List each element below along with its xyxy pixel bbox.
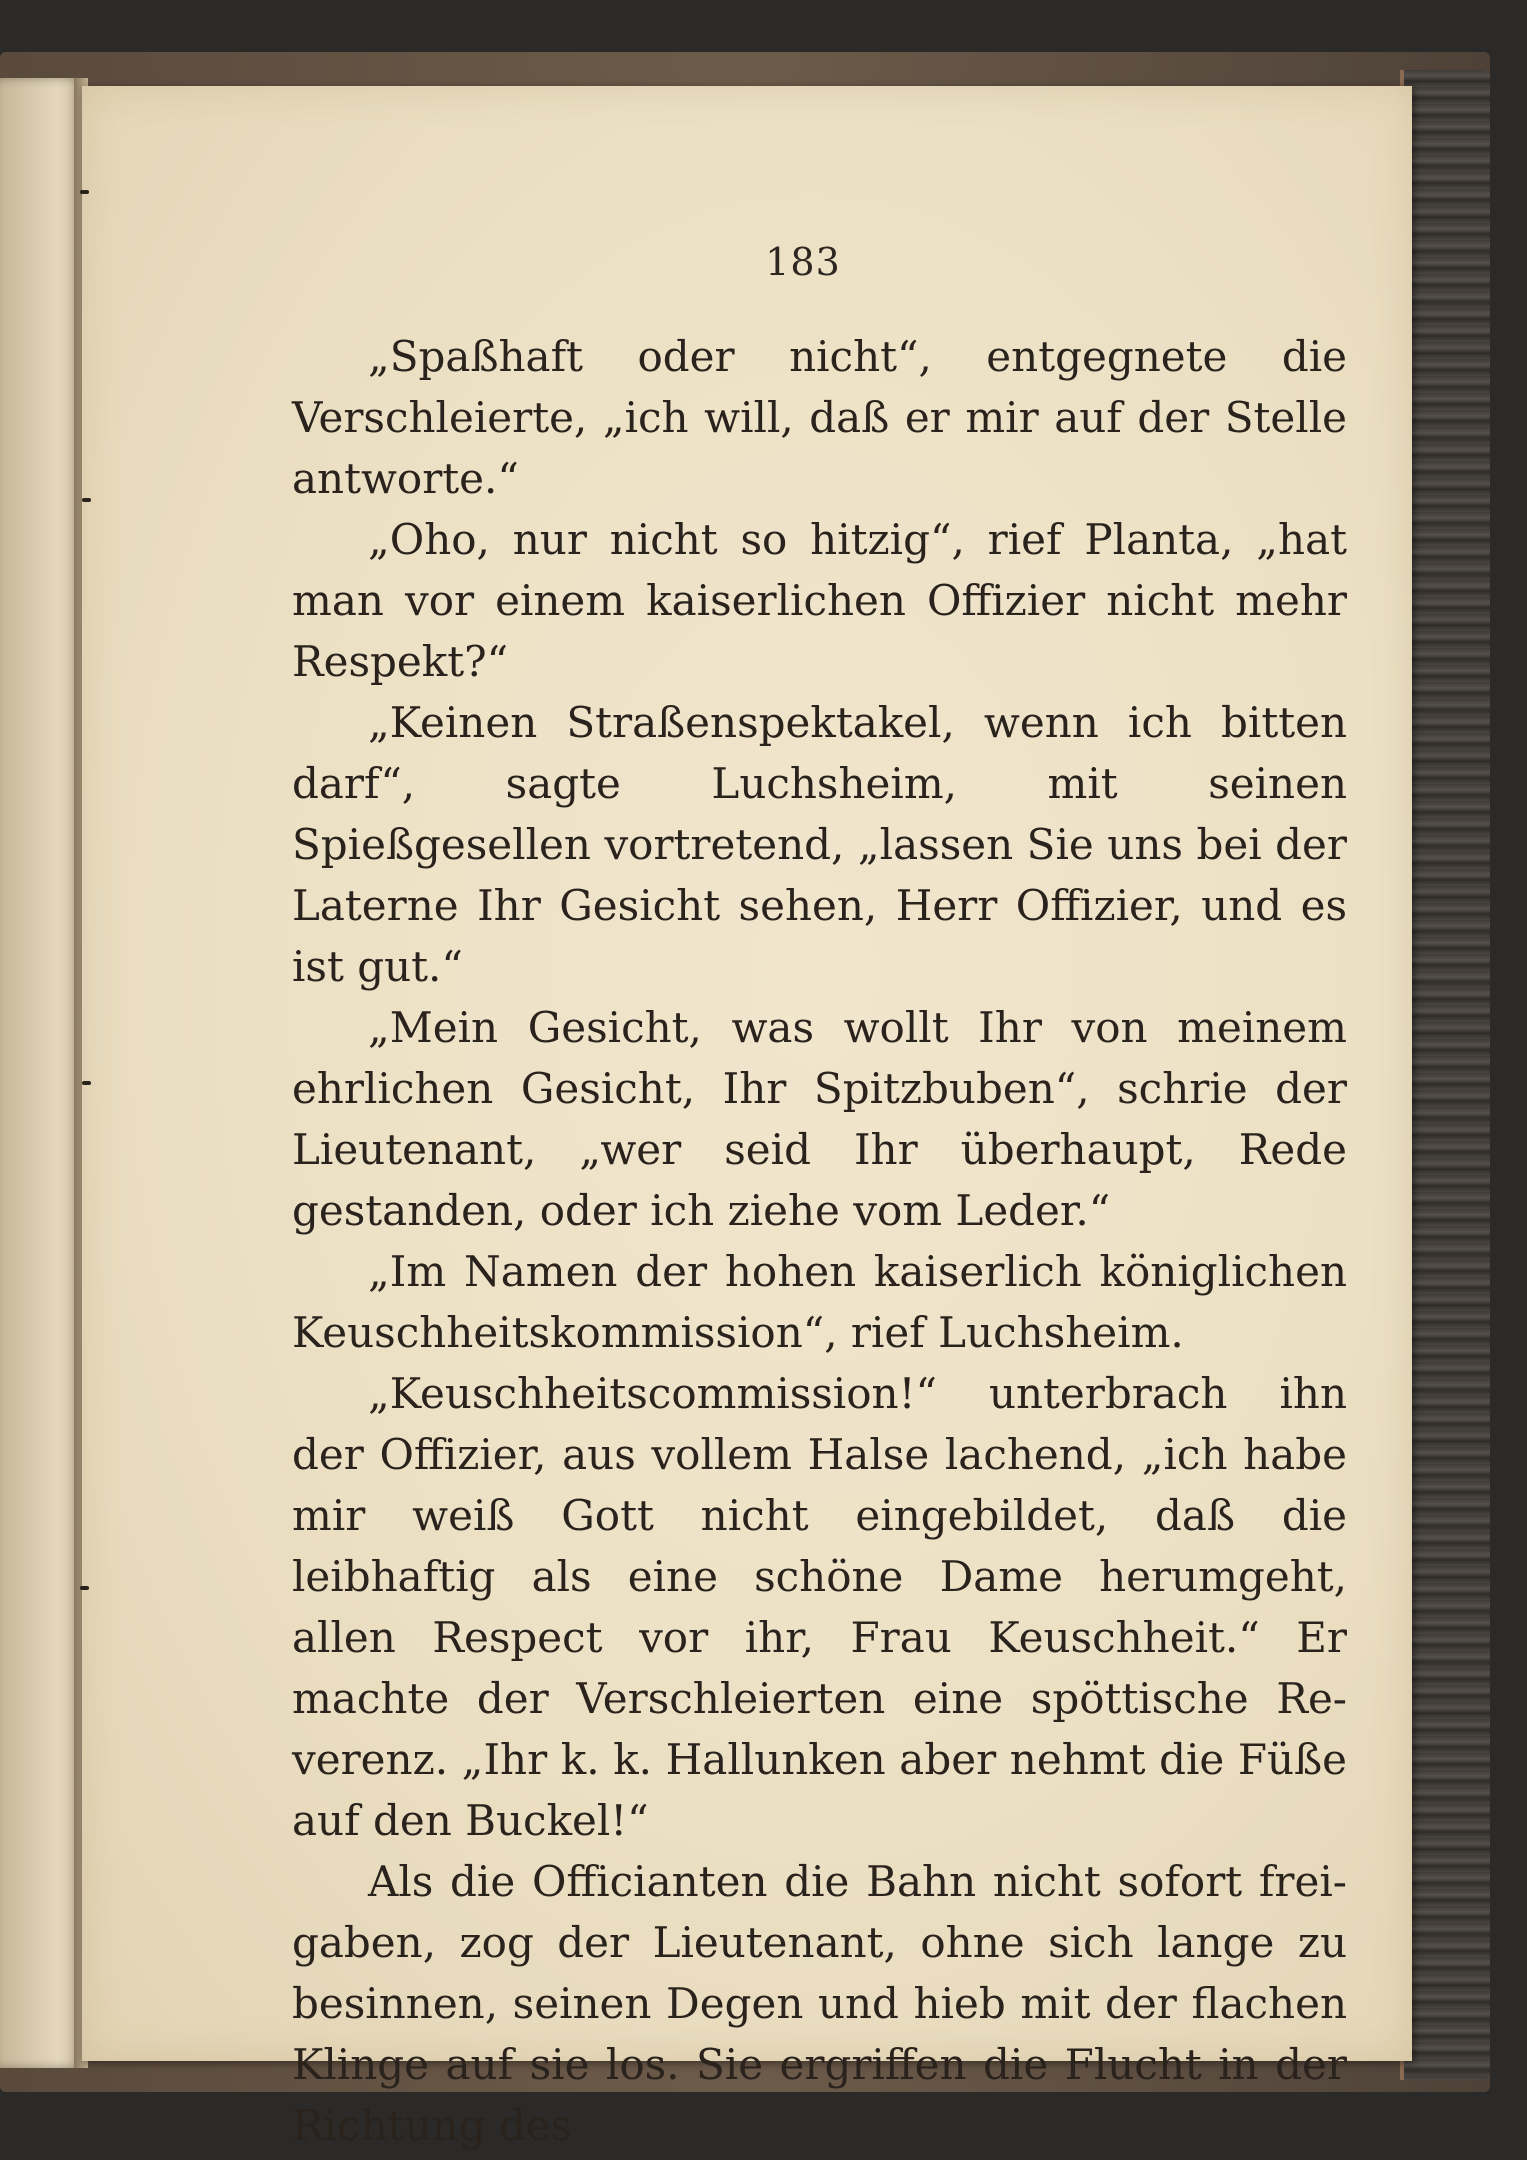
paragraph: „Mein Gesicht, was wollt Ihr von meinem ehrlichen Gesicht, Ihr Spitzbuben“, schrie der Lieutenant, „wer seid Ihr überhaupt, Rede gestanden, oder ich ziehe vom Leder.“ xyxy=(292,1003,1347,1235)
book-page xyxy=(82,86,1412,2150)
page-text xyxy=(292,326,1347,2156)
page-number: 183 xyxy=(765,240,841,284)
paragraph: „Im Namen der hohen kaiserlich königlichen Keuschheitskommission“, rief Luchsheim. xyxy=(292,1247,1347,1357)
paragraph: „Oho, nur nicht so hitzig“, rief Planta, „hat man vor einem kaiserlichen Offizier nicht mehr Respekt?“ xyxy=(292,515,1347,686)
paragraph: Als die Officianten die Bahn nicht sofort freigaben, zog der Lieutenant, ohne sich lange zu besinnen, seinen Degen und hieb mit der flachen Klinge auf sie los. Sie ergriffen die Flucht in der Richtung des xyxy=(292,1857,1347,2150)
paragraph: „Keuschheitscommission!“ unterbrach ihn der Offizier, aus vollem Halse lachend, „ich habe mir weiß Gott nicht eingebildet, daß die leibhaftig als eine schöne Dame herumgeht, allen Respect vor ihr, Frau Keuschheit.“ Er machte der Verschleierten eine spöttische Reverenz. „Ihr k. k. Hallunken aber nehmt die Füße auf den Buckel!“ xyxy=(292,1369,1347,1845)
right-cover-edge xyxy=(1400,70,1490,2080)
paragraph: „Spaßhaft oder nicht“, entgegnete die Verschleierte, „ich will, daß er mir auf der Stelle antworte.“ xyxy=(292,332,1347,503)
margin-mark xyxy=(80,190,89,194)
margin-mark xyxy=(82,1081,91,1085)
left-page-edge xyxy=(0,78,82,2068)
margin-mark xyxy=(80,1586,89,1590)
margin-mark xyxy=(82,498,91,502)
paragraph: „Keinen Straßenspektakel, wenn ich bitten darf“, sagte Luchsheim, mit seinen Spießgesellen vortretend, „lassen Sie uns bei der Laterne Ihr Gesicht sehen, Herr Offizier, und es ist gut.“ xyxy=(292,698,1347,991)
